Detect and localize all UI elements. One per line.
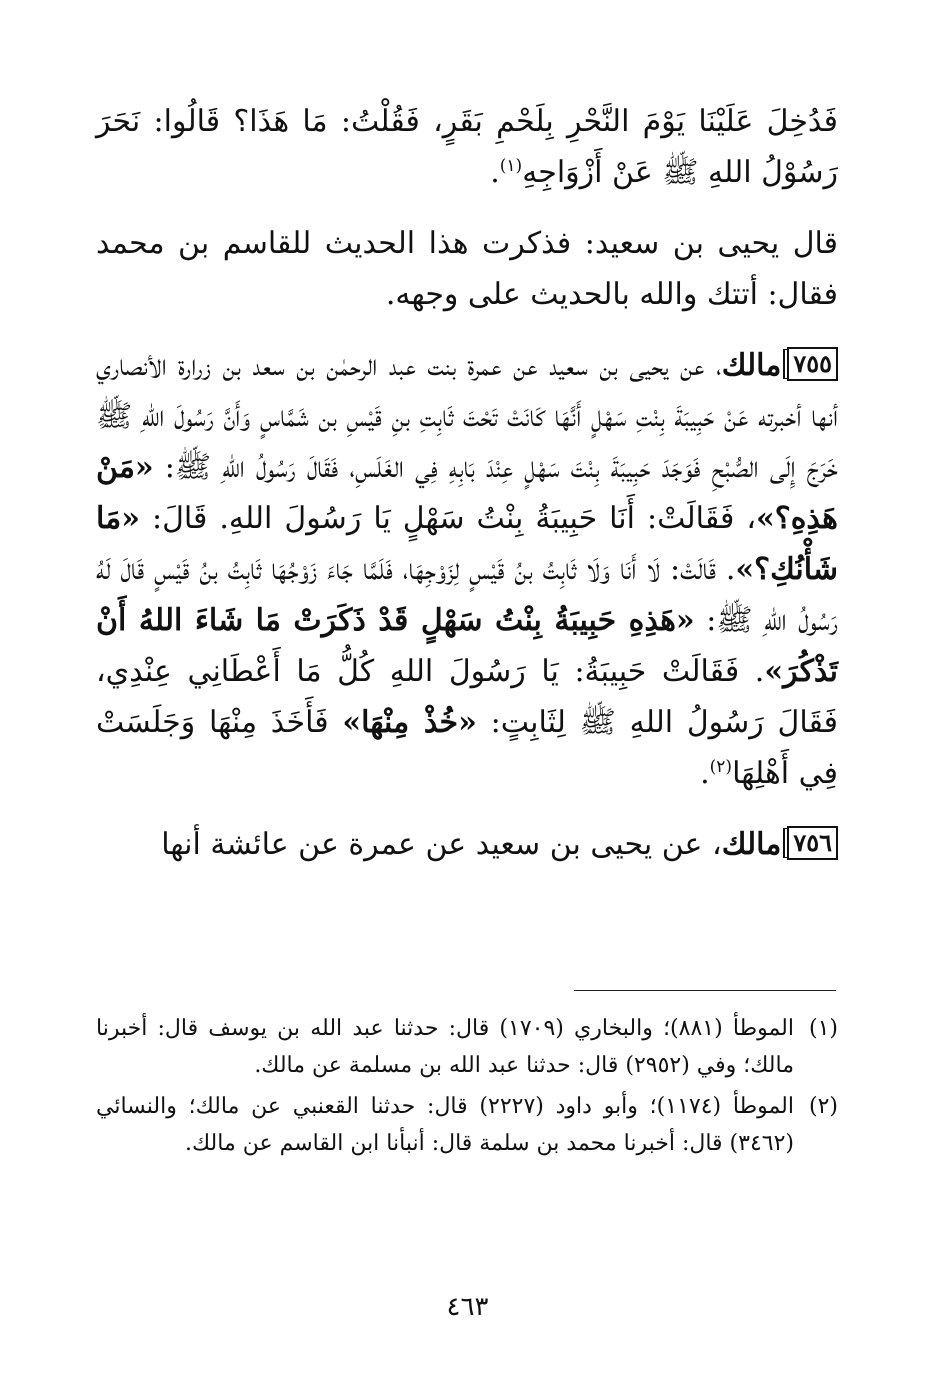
footnote-number: (٢) [808, 1094, 838, 1119]
hadith-756 [96, 819, 838, 870]
footnote-2 [96, 1088, 838, 1162]
hadith-text: فَأَخَذَ مِنْهَا وَجَلَسَتْ فِي أَهْلِهَا [96, 705, 838, 791]
footnote-number: (١) [808, 1016, 838, 1041]
hadith-text: ، عن يحيى بن سعيد عن عمرة عن عائشة أنها [161, 827, 722, 862]
paragraph-end: . [700, 756, 710, 791]
hadith-narrator: مالك [721, 827, 782, 862]
footnote-ref-1[interactable]: (١) [499, 156, 523, 176]
footnote-separator [574, 990, 836, 991]
footnote-text: الموطأ (١١٧٤)؛ وأبو داود (٢٢٢٧) قال: حدثنا القعنبي عن مالك؛ والنسائي (٣٤٦٢) قال: أخبرنا محمد بن سلمة قال: أنبأنا ابن القاسم عن مالك. [96, 1094, 794, 1156]
footnote-1 [96, 1010, 838, 1084]
paragraph-end: . [490, 155, 500, 190]
hadith-number-756: ٧٥٦ [787, 826, 838, 860]
footnotes [96, 1010, 838, 1166]
hadith-text: . قَالَتْ: لَا أَنَا وَلَا ثَابِتُ بنُ قَيْسٍ لِزَوْجِهَا، فَلَمَّا جَاءَ زَوْجُهَا ثَابِتُ بنُ قَيْسٍ قَالَ لَهُ رَسُولُ اللهِ ﷺ: [96, 552, 839, 638]
paragraph-yahya: قال يحيى بن سعيد: فذكرت هذا الحديث للقاسم بن محمد فقال: أتتك والله بالحديث على وجهه. [96, 226, 838, 312]
prophet-quote: «مَنْ هَذِهِ؟» [96, 450, 838, 536]
main-text [96, 96, 838, 870]
prophet-quote: «هَذِهِ حَبِيبَةُ بِنْتُ سَهْلٍ قَدْ ذَكَرَتْ مَا شَاءَ اللهُ أَنْ تَذْكُرَ» [96, 603, 839, 689]
prophet-quote: «خُذْ مِنْهَا» [342, 705, 477, 740]
paragraph-text: فَدُخِلَ عَلَيْنَا يَوْمَ النَّحْرِ بِلَحْمِ بَقَرٍ، فَقُلْتُ: مَا هَذَا؟ قَالُوا: نَحَرَ رَسُوْلُ اللهِ ﷺ عَنْ أَزْوَاجِهِ [96, 104, 838, 190]
hadith-number-755: ٧٥٥ [787, 347, 838, 381]
paragraph-continuation [96, 96, 838, 198]
hadith-text: ، فَقَالَتْ: أَنَا حَبِيبَةُ بِنْتُ سَهْلٍ يَا رَسُولَ اللهِ. قَالَ: [139, 501, 757, 536]
footnote-text: الموطأ (٨٨١)؛ والبخاري (١٧٠٩) قال: حدثنا عبد الله بن يوسف قال: أخبرنا مالك؛ وفي (٢٩٥٢) قال: حدثنا عبد الله بن مسلمة عن مالك. [96, 1016, 794, 1078]
footnote-ref-2[interactable]: (٢) [709, 757, 733, 777]
hadith-text: ، عن يحيى بن سعيد عن عمرة بنت عبد الرحمٰن بن سعد بن زرارة الأنصاري أنها أخبرته عَنْ حَبِيبَةَ بِنْتِ سَهْلٍ أَنَّهَا كَانَتْ تَحْتَ ثَابِتِ بنِ قَيْسِ بن شَمَّاسٍ وَأَنَّ رَسُولَ اللهِ ﷺ خَرَجَ إِلَى الصُّبْحِ فَوَجَدَ حَبِيبَةَ بِنْتَ سَهْلٍ عِنْدَ بَابِهِ فِي الغَلَسِ، فَقَالَ رَسُولُ اللهِ ﷺ: [96, 348, 838, 485]
page-number: ٤٦٣ [446, 1292, 489, 1322]
prophet-quote: «مَا شَأْنُكِ؟» [96, 501, 838, 587]
hadith-text: . فَقَالَتْ حَبِيبَةُ: يَا رَسُولَ اللهِ كُلُّ مَا أَعْطَانِي عِنْدِي، فَقَالَ رَسُولُ اللهِ ﷺ لِثَابِتٍ: [96, 654, 838, 740]
hadith-755 [96, 340, 838, 799]
hadith-narrator: مالك [721, 348, 782, 383]
